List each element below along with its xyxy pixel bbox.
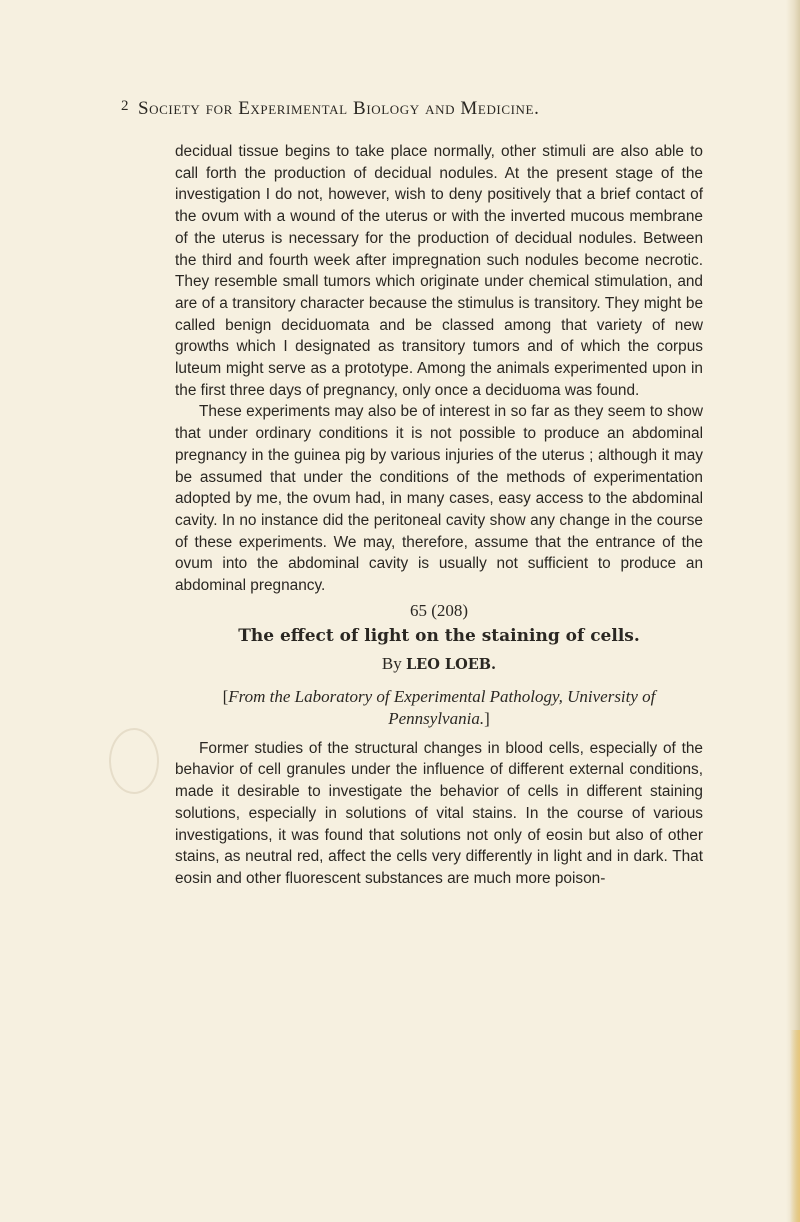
affiliation (175, 686, 703, 730)
paragraph-continued: decidual tissue begins to take place normally, other stimuli are also able to call forth the production of decidual nodules. At the present stage of the investigation I do not, however, wish to deny positively that a brief contact of the ovum with a wound of the uterus or with the inverted mucous membrane of the uterus is necessary for the production of decidual nodules. Between the third and fourth week after impregnation such nodules become necrotic. They resemble small tumors which originate under chemical stimulation, and are of a transitory character because the stimulus is transitory. They might be called benign deciduomata and be classed among that variety of new growths which I designated as transitory tumors and of which the corpus luteum might serve as a prototype. Among the animals experimented upon in the first three days of pregnancy, only once a deciduoma was found. (175, 143, 703, 399)
page-number: 2 (121, 98, 130, 114)
author-name: LEO LOEB. (405, 655, 497, 673)
byline-by: By (381, 653, 402, 673)
article-paragraph: Former studies of the structural changes in blood cells, especially of the behavior of cell granules under the influence of different external conditions, made it desirable to investigate the behavior of cells in different staining solutions, especially in solutions of vital stains. In the course of various investigations, it was found that solutions not only of eosin but also of other stains, as neutral red, affect the cells very differently in light and in dark. That eosin and other fluorescent substances are much more poison- (175, 739, 703, 887)
affiliation-open-bracket: [ (222, 686, 229, 706)
article-number: 65 (208) (409, 600, 469, 620)
affiliation-close-bracket: ] (484, 708, 490, 728)
page-edge-discoloration (790, 1030, 800, 1222)
affiliation-text: From the Laboratory of Experimental Pathology, University of Pennsylvania. (228, 686, 656, 728)
paragraph: These experiments may also be of interest in so far as they seem to show that under ordinary conditions it is not possible to produce an abdominal pregnancy in the guinea pig by various injuries of the uterus ; although it may be assumed that under the conditions of the methods of experimentation adopted by me, the ovum had, in many cases, easy access to the abdominal cavity. In no instance did the peritoneal cavity show any change in the course of these experiments. We may, therefore, assume that the entrance of the ovum into the abdominal cavity is usually not sufficient to produce an abdominal pregnancy. (175, 403, 703, 595)
page-body (175, 141, 703, 890)
article-title: The effect of light on the staining of cells. (238, 625, 640, 646)
library-stamp-mark (109, 728, 159, 794)
running-title: Society for Experimental Biology and Medicine. (138, 98, 540, 119)
article-byline (175, 649, 703, 680)
